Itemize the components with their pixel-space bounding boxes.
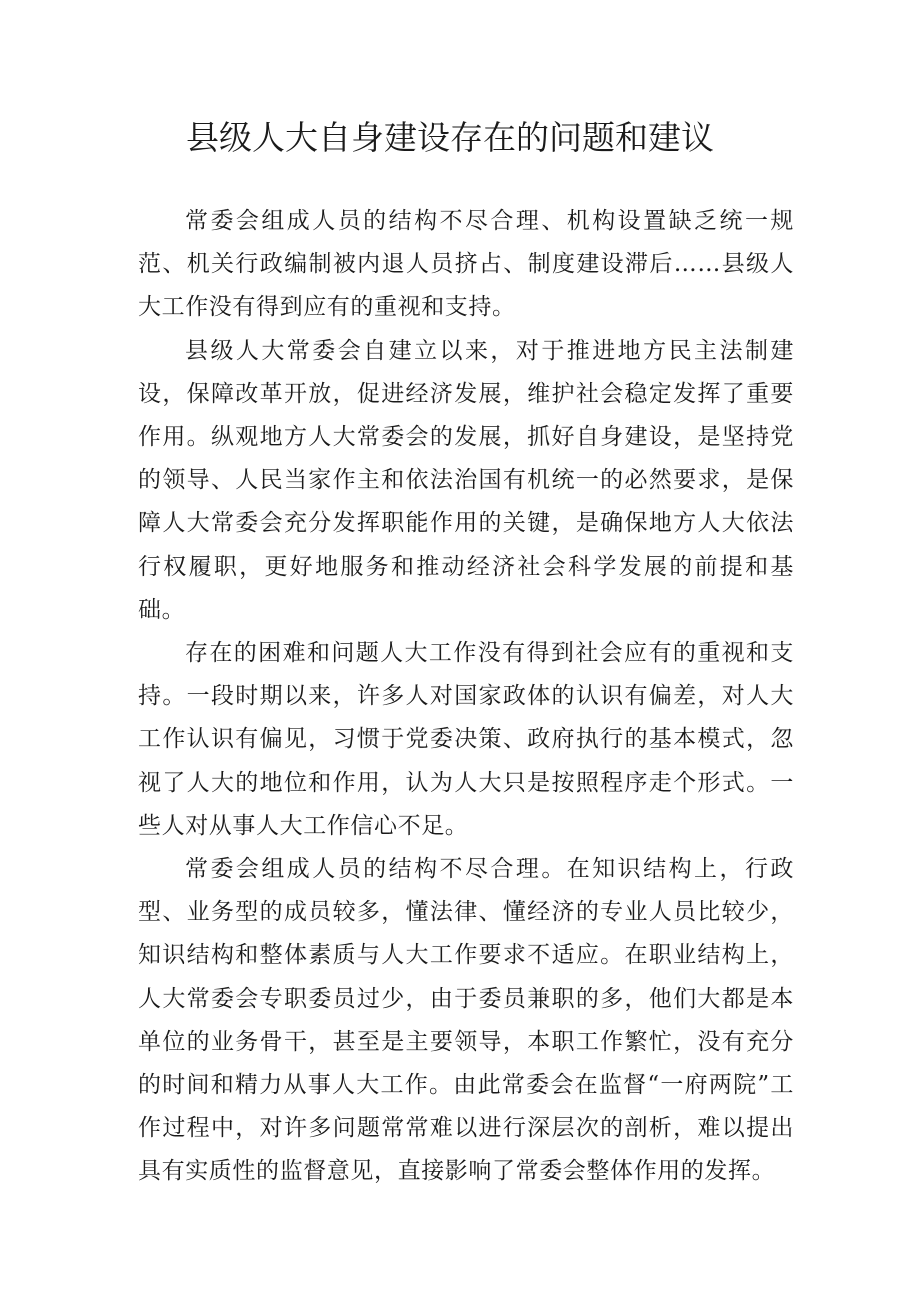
paragraph-1: 常委会组成人员的结构不尽合理、机构设置缺乏统一规范、机关行政编制被内退人员挤占、制度建设滞后……县级人大工作没有得到应有的重视和支持。 bbox=[138, 208, 794, 321]
paragraph-3: 存在的困难和问题人大工作没有得到社会应有的重视和支持。一段时期以来，许多人对国家政体的认识有偏差，对人大工作认识有偏见，习惯于党委决策、政府执行的基本模式，忽视了人大的地位和作用，认为人大只是按照程序走个形式。一些人对从事人大工作信心不足。 bbox=[138, 640, 794, 839]
paragraph-2: 县级人大常委会自建立以来，对于推进地方民主法制建设，保障改革开放，促进经济发展，维护社会稳定发挥了重要作用。纵观地方人大常委会的发展，抓好自身建设，是坚持党的领导、人民当家作主和依法治国有机统一的必然要求，是保障人大常委会充分发挥职能作用的关键，是确保地方人大依法行权履职，更好地服务和推动经济社会科学发展的前提和基础。 bbox=[138, 337, 794, 623]
document-title: 县级人大自身建设存在的问题和建议 bbox=[186, 118, 714, 157]
paragraph-4: 常委会组成人员的结构不尽合理。在知识结构上，行政型、业务型的成员较多，懂法律、懂经济的专业人员比较少，知识结构和整体素质与人大工作要求不适应。在职业结构上，人大常委会专职委员过少，由于委员兼职的多，他们大都是本单位的业务骨干，甚至是主要领导，本职工作繁忙，没有充分的时间和精力从事人大工作。由此常委会在监督“一府两院”工作过程中，对许多问题常常难以进行深层次的剖析，难以提出具有实质性的监督意见，直接影响了常委会整体作用的发挥。 bbox=[138, 856, 794, 1185]
document-body bbox=[138, 200, 794, 1194]
